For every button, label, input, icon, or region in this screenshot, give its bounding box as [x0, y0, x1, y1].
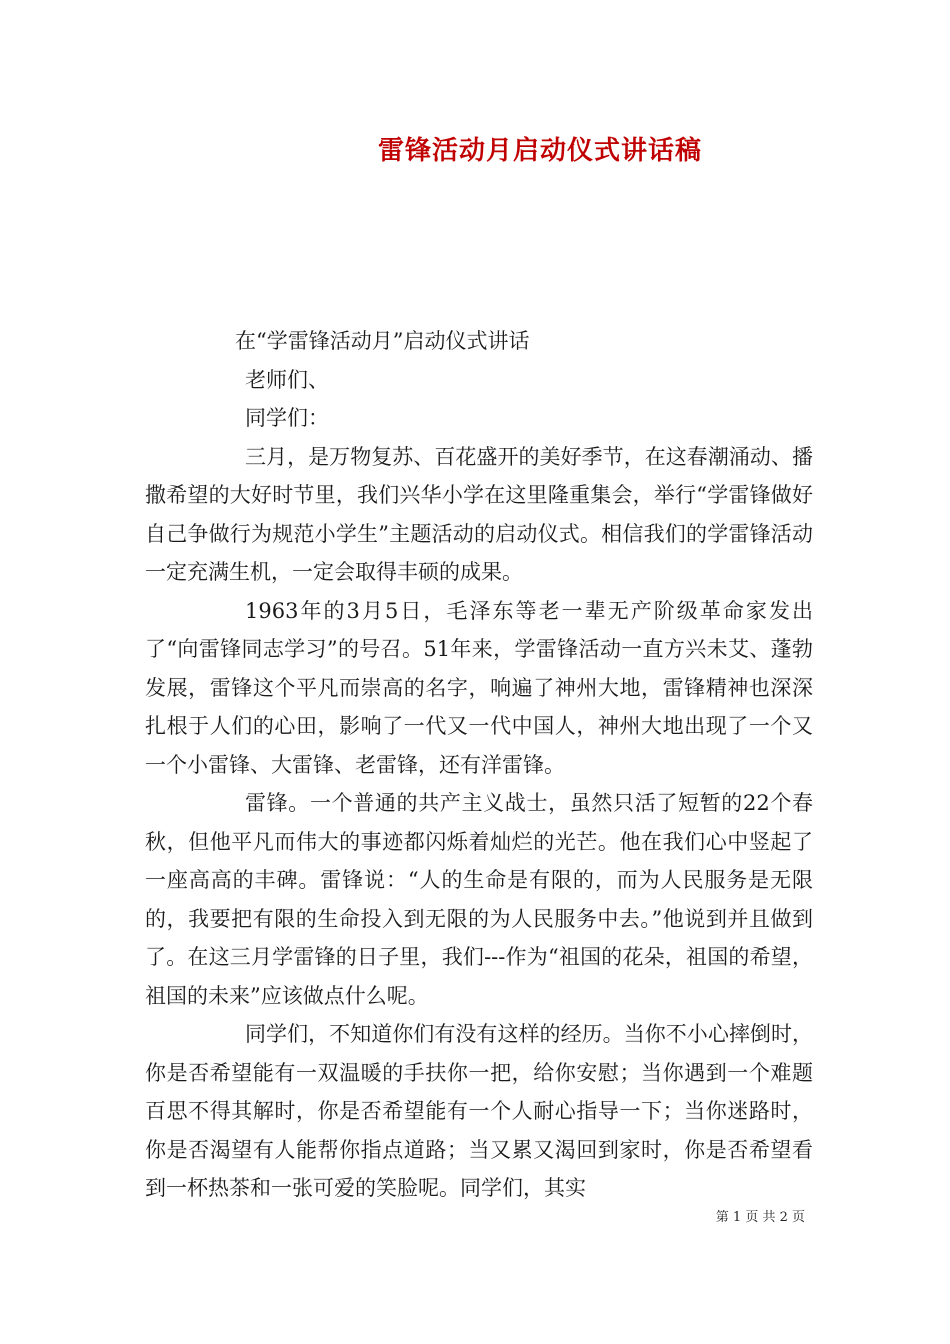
body-paragraph: 同学们，不知道你们有没有这样的经历。当你不小心摔倒时，你是否希望能有一双温暖的手扶你一把，给你安慰；当你遇到一个难题百思不得其解时，你是否希望能有一个人耐心指导一下；当你迷路时，你是否渴望有人能帮你指点道路；当又累又渴回到家时，你是否希望看到一杯热茶和一张可爱的笑脸呢。同学们，其实: [145, 1022, 813, 1200]
page-number-footer: 第 1 页 共 2 页: [715, 1210, 805, 1225]
speech-subtitle: 在“学雷锋活动月”启动仪式讲话: [235, 329, 530, 353]
salutation-teachers: 老师们、: [245, 367, 329, 392]
body-paragraph: 雷锋。一个普通的共产主义战士，虽然只活了短暂的22个春秋，但他平凡而伟大的事迹都闪烁着灿烂的光芒。他在我们心中竖起了一座高高的丰碑。雷锋说：“人的生命是有限的，而为人民服务是无限的，我要把有限的生命投入到无限的为人民服务中去。”他说到并且做到了。在这三月学雷锋的日子里，我们---作为“祖国的花朵，祖国的希望，祖国的未来”应该做点什么呢。: [145, 791, 813, 1008]
salutation-students: 同学们：: [245, 406, 329, 430]
document-body: [145, 322, 813, 1208]
document-title: 雷锋活动月启动仪式讲话稿: [377, 136, 702, 166]
body-paragraph: 三月，是万物复苏、百花盛开的美好季节，在这春潮涌动、播撒希望的大好时节里，我们兴华小学在这里隆重集会，举行“学雷锋做好自己争做行为规范小学生”主题活动的启动仪式。相信我们的学雷锋活动一定充满生机，一定会取得丰硕的成果。: [145, 444, 813, 584]
body-paragraph: 1963年的3月5日，毛泽东等老一辈无产阶级革命家发出了“向雷锋同志学习”的号召。51年来，学雷锋活动一直方兴未艾、蓬勃发展，雷锋这个平凡而崇高的名字，响遍了神州大地，雷锋精神也深深扎根于人们的心田，影响了一代又一代中国人，神州大地出现了一个又一个小雷锋、大雷锋、老雷锋，还有洋雷锋。: [145, 598, 813, 777]
